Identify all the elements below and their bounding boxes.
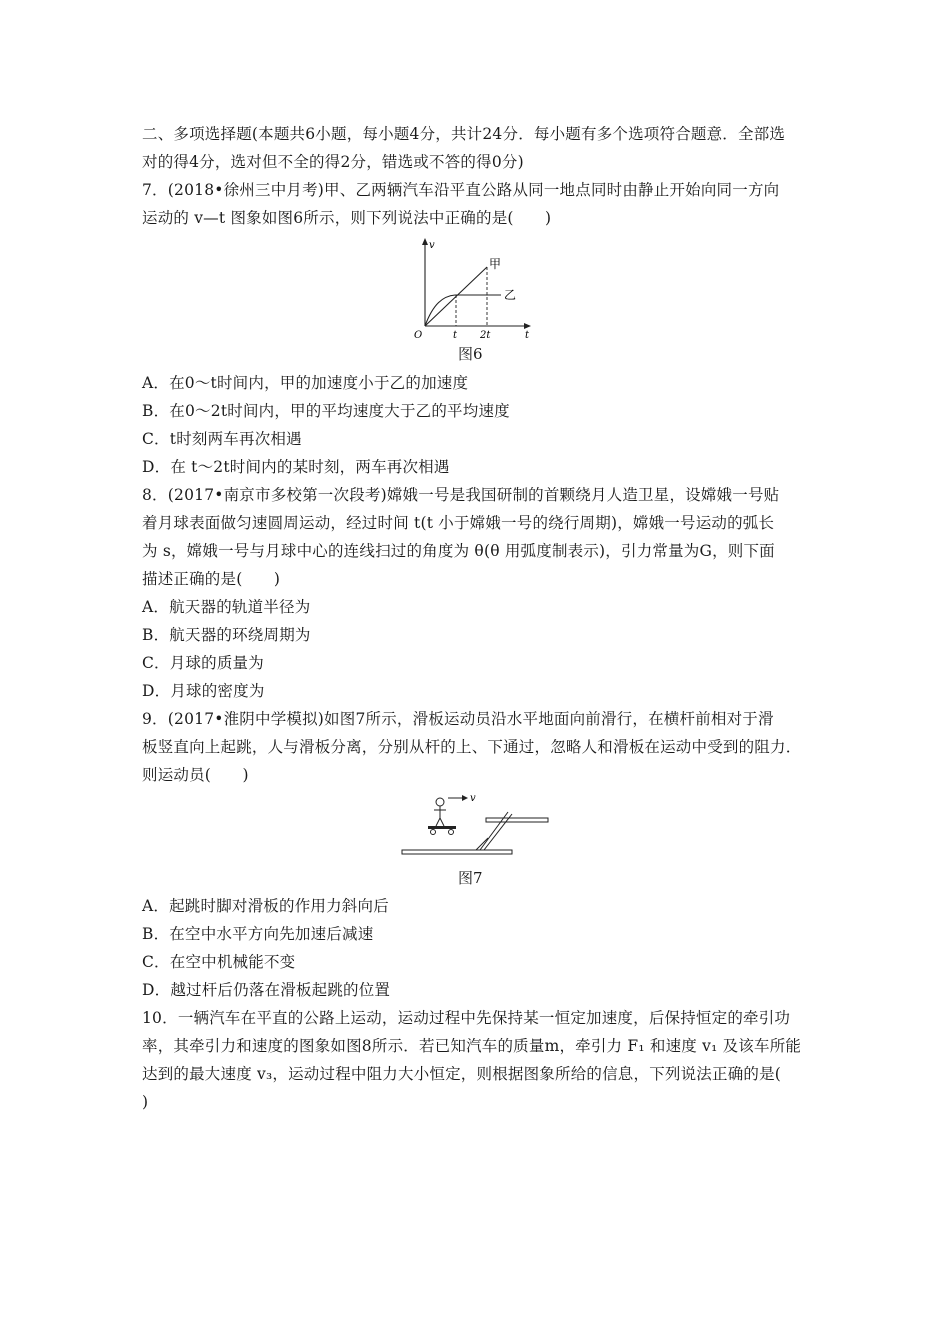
q9-option-c: C．在空中机械能不变 [142, 953, 296, 971]
crossbar [486, 818, 548, 822]
axis-label-t: t [525, 330, 530, 341]
q10-stem-line-4: ) [142, 1093, 149, 1111]
person-leg-right [440, 818, 444, 826]
q7-option-d: D．在 t～2t时间内的某时刻，两车再次相遇 [142, 458, 450, 476]
q10-stem-line-2: 率，其牵引力和速度的图象如图8所示．若已知汽车的质量m，牵引力 F₁ 和速度 v₁ 及该车所能 [142, 1037, 802, 1055]
q9-option-b: B．在空中水平方向先加速后减速 [142, 925, 374, 943]
velocity-arrow-icon [462, 795, 468, 801]
q7-stem-line-1: 7．(2018•徐州三中月考)甲、乙两辆汽车沿平直公路从同一地点同时由静止开始向同一方向 [142, 181, 780, 199]
q8-option-b: B．航天器的环绕周期为 [142, 626, 311, 644]
stand-base [476, 838, 488, 850]
q10-stem-line-1: 10．一辆汽车在平直的公路上运动，运动过程中先保持某一恒定加速度，后保持恒定的牵引功 [142, 1009, 791, 1027]
q9-stem-line-1: 9．(2017•淮阴中学模拟)如图7所示，滑板运动员沿水平地面向前滑行，在横杆前相对于滑 [142, 710, 774, 728]
v-axis-arrow-icon [422, 238, 428, 245]
q9-stem-line-2: 板竖直向上起跳，人与滑板分离，分别从杆的上、下通过，忽略人和滑板在运动中受到的阻力． [142, 738, 802, 756]
q7-option-a: A．在0～t时间内，甲的加速度小于乙的加速度 [142, 374, 469, 392]
ground [402, 850, 512, 854]
q8-option-d: D．月球的密度为 [142, 682, 265, 700]
person-leg-left [436, 818, 440, 826]
curve-yi [425, 295, 501, 326]
figure-6-vt-graph [405, 234, 540, 342]
figure-6-caption: 图6 [458, 345, 483, 363]
section-header-line-2: 对的得4分，选对但不全的得2分，错选或不答的得0分) [142, 153, 524, 171]
skateboard-deck [428, 826, 456, 829]
q8-stem-line-3: 为 s，嫦娥一号与月球中心的连线扫过的角度为 θ(θ 用弧度制表示)，引力常量为G，则下面 [142, 542, 775, 560]
t-axis-arrow-icon [524, 323, 531, 329]
q8-option-c: C．月球的质量为 [142, 654, 264, 672]
axis-label-v: v [429, 240, 435, 251]
origin-label: O [414, 330, 423, 341]
label-yi: 乙 [504, 288, 517, 302]
q8-option-a: A．航天器的轨道半径为 [142, 598, 311, 616]
wheel-left [431, 830, 436, 835]
q8-stem-line-1: 8．(2017•南京市多校第一次段考)嫦娥一号是我国研制的首颗绕月人造卫星，设嫦娥一号贴 [142, 486, 780, 504]
q10-stem-line-3: 达到的最大速度 v₃，运动过程中阻力大小恒定，则根据图象所给的信息，下列说法正确的是( [142, 1065, 782, 1083]
label-jia: 甲 [489, 257, 502, 271]
tick-label-t: t [453, 330, 458, 341]
q8-stem-line-4: 描述正确的是( ) [142, 570, 281, 588]
figure-7-skateboard [398, 788, 553, 860]
wheel-right [449, 830, 454, 835]
person-head [436, 798, 444, 806]
q7-option-b: B．在0～2t时间内，甲的平均速度大于乙的平均速度 [142, 402, 510, 420]
q9-stem-line-3: 则运动员( ) [142, 766, 249, 784]
section-header-line-1: 二、多项选择题(本题共6小题，每小题4分，共计24分．每小题有多个选项符合题意．全部选 [142, 125, 786, 143]
tick-label-2t: 2t [480, 330, 491, 341]
q7-option-c: C．t时刻两车再次相遇 [142, 430, 302, 448]
q8-stem-line-2: 着月球表面做匀速圆周运动，经过时间 t(t 小于嫦娥一号的绕行周期)，嫦娥一号运动的弧长 [142, 514, 775, 532]
q9-option-d: D．越过杆后仍落在滑板起跳的位置 [142, 981, 391, 999]
q9-option-a: A．起跳时脚对滑板的作用力斜向后 [142, 897, 389, 915]
velocity-label: v [470, 793, 476, 804]
figure-7-caption: 图7 [458, 869, 483, 887]
q7-stem-line-2: 运动的 v—t 图象如图6所示，则下列说法中正确的是( ) [142, 209, 552, 227]
